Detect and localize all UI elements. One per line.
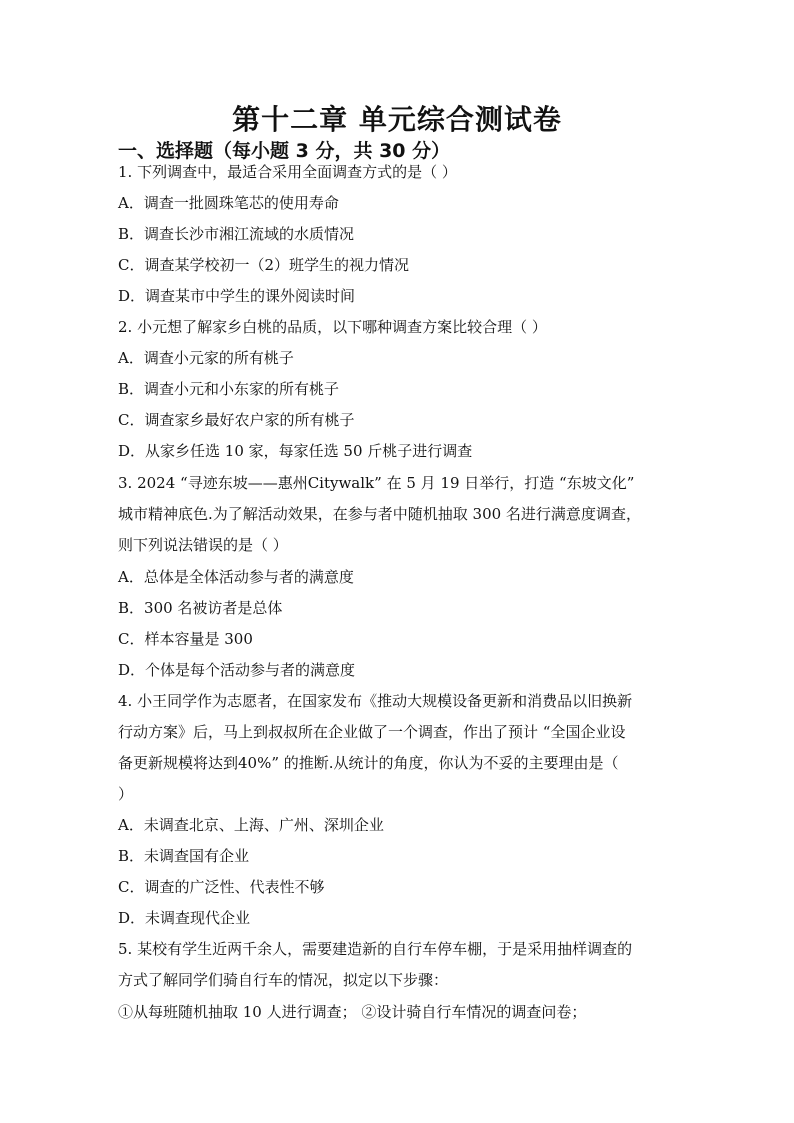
- section-heading: 一、选择题（每小题 3 分，共 30 分）: [118, 140, 451, 162]
- question-2-option-d: D．从家乡任选 10 家，每家任选 50 斤桃子进行调查: [118, 442, 473, 460]
- question-2-option-a: A．调查小元家的所有桃子: [118, 349, 294, 367]
- question-4-stem-line-1: 4. 小王同学作为志愿者，在国家发布《推动大规模设备更新和消费品以旧换新: [118, 692, 633, 710]
- question-4-stem-line-2: 行动方案》后，马上到叔叔所在企业做了一个调查，作出了预计 “全国企业设: [118, 723, 626, 741]
- page-title: 第十二章 单元综合测试卷: [232, 103, 562, 136]
- question-4-option-c: C．调查的广泛性、代表性不够: [118, 878, 325, 896]
- question-3-option-a: A．总体是全体活动参与者的满意度: [118, 568, 354, 586]
- question-2-option-c: C．调查家乡最好农户家的所有桃子: [118, 411, 355, 429]
- question-5-steps-line: ①从每班随机抽取 10 人进行调查； ②设计骑自行车情况的调查问卷；: [118, 1003, 587, 1021]
- question-4-option-d: D．未调查现代企业: [118, 909, 251, 927]
- question-3-stem-line-1: 3. 2024 “寻迹东坡——惠州Citywalk” 在 5 月 19 日举行，打造 “东坡文化”: [118, 474, 635, 492]
- question-3-option-c: C．样本容量是 300: [118, 630, 253, 648]
- question-4-stem-line-4: ）: [118, 785, 134, 803]
- question-1-stem: 1. 下列调查中，最适合采用全面调查方式的是（ ）: [118, 163, 457, 181]
- question-1-option-b: B．调查长沙市湘江流域的水质情况: [118, 225, 355, 243]
- question-5-stem-line-1: 5. 某校有学生近两千余人，需要建造新的自行车停车棚，于是采用抽样调查的: [118, 940, 633, 958]
- question-3-stem-line-3: 则下列说法错误的是（ ）: [118, 536, 288, 554]
- question-4-stem-line-3: 备更新规模将达到40%” 的推断.从统计的角度，你认为不妥的主要理由是（: [118, 754, 619, 772]
- question-2-option-b: B．调查小元和小东家的所有桃子: [118, 380, 340, 398]
- question-3-option-d: D．个体是每个活动参与者的满意度: [118, 661, 356, 679]
- question-4-option-a: A．未调查北京、上海、广州、深圳企业: [118, 816, 384, 834]
- question-2-stem: 2. 小元想了解家乡白桃的品质，以下哪种调查方案比较合理（ ）: [118, 318, 547, 336]
- question-3-stem-line-2: 城市精神底色.为了解活动效果，在参与者中随机抽取 300 名进行满意度调查，: [118, 505, 641, 523]
- question-1-option-c: C．调查某学校初一（2）班学生的视力情况: [118, 256, 410, 274]
- question-1-option-d: D．调查某市中学生的课外阅读时间: [118, 287, 356, 305]
- question-5-stem-line-2: 方式了解同学们骑自行车的情况，拟定以下步骤：: [118, 971, 449, 989]
- question-4-option-b: B．未调查国有企业: [118, 847, 250, 865]
- question-1-option-a: A．调查一批圆珠笔芯的使用寿命: [118, 194, 339, 212]
- question-3-option-b: B．300 名被访者是总体: [118, 599, 283, 617]
